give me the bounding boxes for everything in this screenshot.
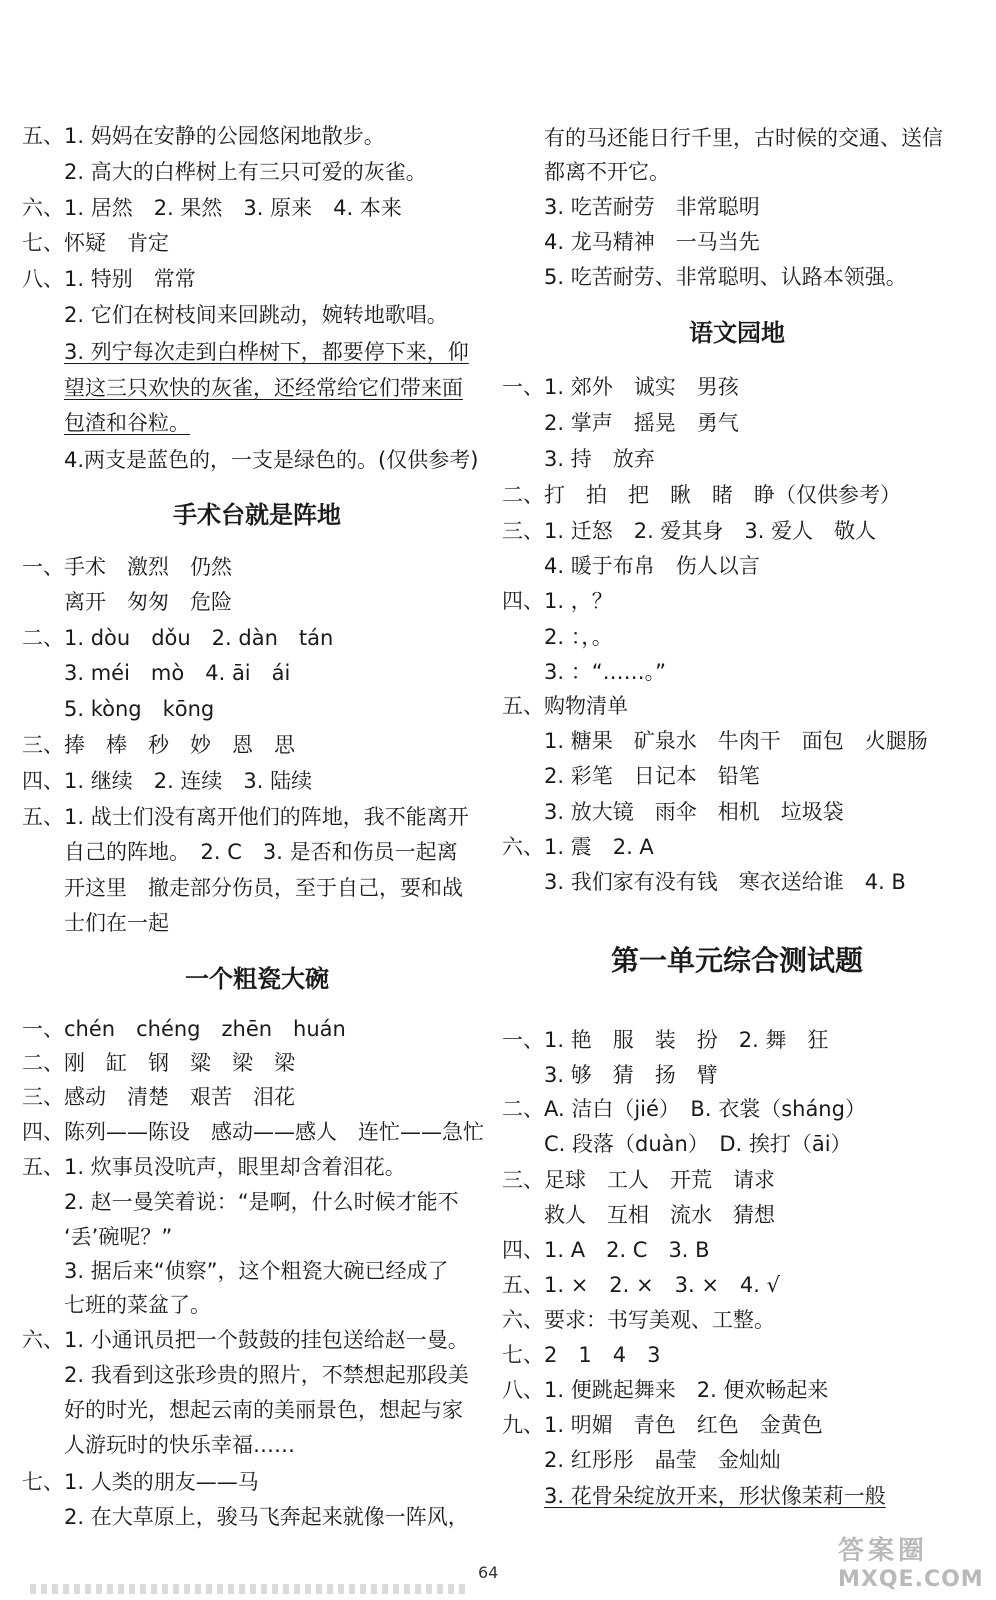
answer-line: 六、1. 居然 2. 果然 3. 原来 4. 本来 [22, 196, 402, 220]
answer-line: 二、打 拍 把 瞅 睹 睁（仅供参考） [502, 483, 901, 507]
answer-line: 七、1. 人类的朋友——马 [22, 1470, 259, 1494]
answer-line: 五、1. 妈妈在安静的公园悠闲地散步。 [22, 124, 385, 148]
answer-line: 六、要求：书写美观、工整。 [502, 1308, 775, 1332]
answer-line: 2. 高大的白桦树上有三只可爱的灰雀。 [64, 160, 427, 184]
bottom-scan-artifact [30, 1584, 470, 1594]
answer-line: 有的马还能日行千里，古时候的交通、送信 [544, 126, 943, 150]
answer-line [64, 337, 469, 367]
answer-line: 3. 我们家有没有钱 寒衣送给谁 4. B [544, 870, 906, 894]
answer-line: 八、1. 便跳起舞来 2. 便欢畅起来 [502, 1378, 829, 1402]
page-number: 64 [478, 1563, 499, 1582]
underlined-text: 包渣和谷粒。 [64, 411, 190, 435]
answer-line: 三、感动 清楚 艰苦 泪花 [22, 1085, 295, 1109]
answer-line: 三、捧 棒 秒 妙 恩 思 [22, 733, 295, 757]
answer-line [544, 1481, 886, 1511]
answer-line: 五、1. × 2. × 3. × 4. √ [502, 1273, 781, 1297]
answer-line: 七、2 1 4 3 [502, 1343, 661, 1367]
answer-line: 三、足球 工人 开荒 请求 [502, 1168, 775, 1192]
answer-line: 二、A. 洁白（jié） B. 衣裳（sháng） [502, 1097, 866, 1121]
watermark-logo [838, 1530, 988, 1592]
answer-line: 3. méi mò 4. āi ái [64, 661, 291, 685]
answer-line: 四、1. ，？ [502, 589, 613, 613]
answer-line: 3. 持 放弃 [544, 447, 655, 471]
answer-line: 2. 红彤彤 晶莹 金灿灿 [544, 1448, 781, 1472]
answer-line: 四、1. A 2. C 3. B [502, 1238, 710, 1262]
answer-line: 九、1. 明媚 青色 红色 金黄色 [502, 1413, 823, 1437]
answer-line: 4. 龙马精神 一马当先 [544, 230, 760, 254]
answer-line: ‘丢’碗呢？” [64, 1225, 173, 1249]
answer-line: 5. kòng kōng [64, 697, 215, 721]
answer-line: 一、1. 艳 服 装 扮 2. 舞 狂 [502, 1028, 829, 1052]
answer-line: 2. 在大草原上，骏马飞奔起来就像一阵风， [64, 1505, 469, 1529]
answer-line: 4.两支是蓝色的，一支是绿色的。(仅供参考) [64, 448, 479, 472]
answer-line: 五、1. 炊事员没吭声，眼里却含着泪花。 [22, 1155, 406, 1179]
answer-line: 一、1. 郊外 诚实 男孩 [502, 375, 739, 399]
answer-line: 2. 赵一曼笑着说：“是啊，什么时候才能不 [64, 1190, 459, 1214]
answer-line: 五、购物清单 [502, 694, 628, 718]
section-heading: 手术台就是阵地 [173, 501, 341, 529]
answer-line: 4. 暖于布帛 伤人以言 [544, 554, 760, 578]
answer-line: 五、1. 战士们没有离开他们的阵地，我不能离开 [22, 805, 469, 829]
answer-line: 六、1. 小通讯员把一个鼓鼓的挂包送给赵一曼。 [22, 1328, 469, 1352]
answer-line: 离开 匆匆 危险 [64, 590, 232, 614]
answer-line: C. 段落（duàn） D. 挨打（āi） [544, 1132, 852, 1156]
answer-line: 二、刚 缸 钢 粱 梁 梁 [22, 1051, 295, 1075]
answer-line: 都离不开它。 [544, 160, 670, 184]
answer-line: 四、1. 继续 2. 连续 3. 陆续 [22, 769, 313, 793]
underlined-text: 望这三只欢快的灰雀，还经常给它们带来面 [64, 376, 463, 400]
answer-line: 一、手术 激烈 仍然 [22, 555, 232, 579]
answer-line: 5. 吃苦耐劳、非常聪明、认路本领强。 [544, 265, 907, 289]
answer-line: 3. 放大镜 雨伞 相机 垃圾袋 [544, 800, 844, 824]
answer-line: 自己的阵地。 2. C 3. 是否和伤员一起离 [64, 840, 458, 864]
answer-line: 1. 糖果 矿泉水 牛肉干 面包 火腿肠 [544, 729, 928, 753]
answer-line [64, 408, 190, 438]
answer-line: 3. 吃苦耐劳 非常聪明 [544, 195, 760, 219]
answer-line: 2. ：，。 [544, 625, 613, 649]
watermark-url: MXQE.COM [838, 1567, 984, 1592]
answer-line: 人游玩时的快乐幸福…… [64, 1433, 295, 1457]
answer-line: 2. 彩笔 日记本 铅笔 [544, 764, 760, 788]
answer-line: 六、1. 震 2. A [502, 835, 654, 859]
answer-line: 3. ：“……。” [544, 660, 666, 684]
section-heading: 语文园地 [689, 319, 785, 347]
answer-line: 二、1. dòu dǒu 2. dàn tán [22, 626, 334, 650]
answer-line: 3. 够 猜 扬 臂 [544, 1063, 718, 1087]
answer-line: 七、怀疑 肯定 [22, 231, 169, 255]
answer-line: 八、1. 特别 常常 [22, 267, 196, 291]
section-heading: 第一单元综合测试题 [610, 944, 863, 977]
underlined-text: 3. 列宁每次走到白桦树下，都要停下来，仰 [64, 340, 469, 364]
answer-line: 2. 掌声 摇晃 勇气 [544, 411, 739, 435]
answer-line: 开这里 撤走部分伤员，至于自己，要和战 [64, 876, 463, 900]
answer-line: 七班的菜盆了。 [64, 1293, 211, 1317]
answer-line: 3. 据后来“侦察”，这个粗瓷大碗已经成了 [64, 1259, 449, 1283]
answer-line: 一、chén chéng zhēn huán [22, 1017, 346, 1041]
underlined-text: 3. 花骨朵绽放开来，形状像茉莉一般 [544, 1484, 886, 1508]
answer-line: 2. 它们在树枝间来回跳动，婉转地歌唱。 [64, 303, 448, 327]
section-heading: 一个粗瓷大碗 [185, 965, 329, 993]
answer-line: 救人 互相 流水 猜想 [544, 1203, 775, 1227]
answer-line: 士们在一起 [64, 911, 169, 935]
answer-line [64, 373, 463, 403]
answer-line: 2. 我看到这张珍贵的照片，不禁想起那段美 [64, 1363, 469, 1387]
answer-line: 三、1. 迁怒 2. 爱其身 3. 爱人 敬人 [502, 519, 877, 543]
answer-line: 四、陈列——陈设 感动——感人 连忙——急忙 [22, 1120, 484, 1144]
answer-line: 好的时光，想起云南的美丽景色，想起与家 [64, 1398, 463, 1422]
watermark-title: 答案圈 [838, 1536, 929, 1566]
